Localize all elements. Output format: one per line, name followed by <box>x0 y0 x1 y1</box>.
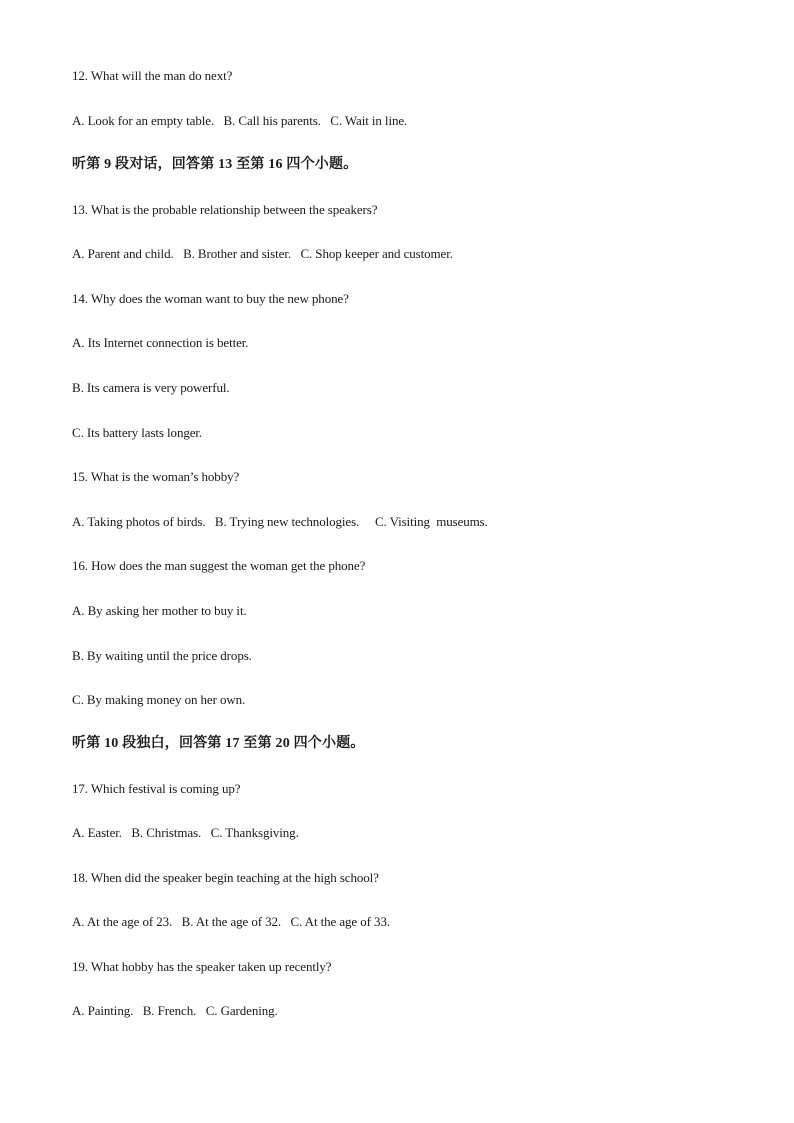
question-18: 18. When did the speaker begin teaching at the high school? <box>72 870 379 885</box>
question-12-options: A. Look for an empty table. B. Call his parents. C. Wait in line. <box>72 113 408 128</box>
question-16: 16. How does the man suggest the woman get the phone? <box>72 558 366 573</box>
question-15-options: A. Taking photos of birds. B. Trying new technologies. C. Visiting museums. <box>72 514 488 529</box>
question-14-option-b: B. Its camera is very powerful. <box>72 380 230 395</box>
question-13-options: A. Parent and child. B. Brother and sister. C. Shop keeper and customer. <box>72 246 453 261</box>
section-heading-monologue-10: 听第 10 段独白，回答第 17 至第 20 四个小题。 <box>72 736 365 751</box>
question-19-options: A. Painting. B. French. C. Gardening. <box>72 1003 278 1018</box>
question-14-option-a: A. Its Internet connection is better. <box>72 335 249 350</box>
section-heading-dialogue-9: 听第 9 段对话，回答第 13 至第 16 四个小题。 <box>72 157 358 172</box>
question-14: 14. Why does the woman want to buy the new phone? <box>72 291 349 306</box>
question-13: 13. What is the probable relationship between the speakers? <box>72 202 378 217</box>
question-16-option-c: C. By making money on her own. <box>72 692 246 707</box>
question-12: 12. What will the man do next? <box>72 68 233 83</box>
question-16-option-b: B. By waiting until the price drops. <box>72 648 252 663</box>
question-14-option-c: C. Its battery lasts longer. <box>72 425 203 440</box>
question-18-options: A. At the age of 23. B. At the age of 32. C. At the age of 33. <box>72 914 390 929</box>
question-19: 19. What hobby has the speaker taken up recently? <box>72 959 332 974</box>
question-15: 15. What is the woman’s hobby? <box>72 469 240 484</box>
question-17: 17. Which festival is coming up? <box>72 781 241 796</box>
question-17-options: A. Easter. B. Christmas. C. Thanksgiving. <box>72 825 299 840</box>
question-16-option-a: A. By asking her mother to buy it. <box>72 603 247 618</box>
